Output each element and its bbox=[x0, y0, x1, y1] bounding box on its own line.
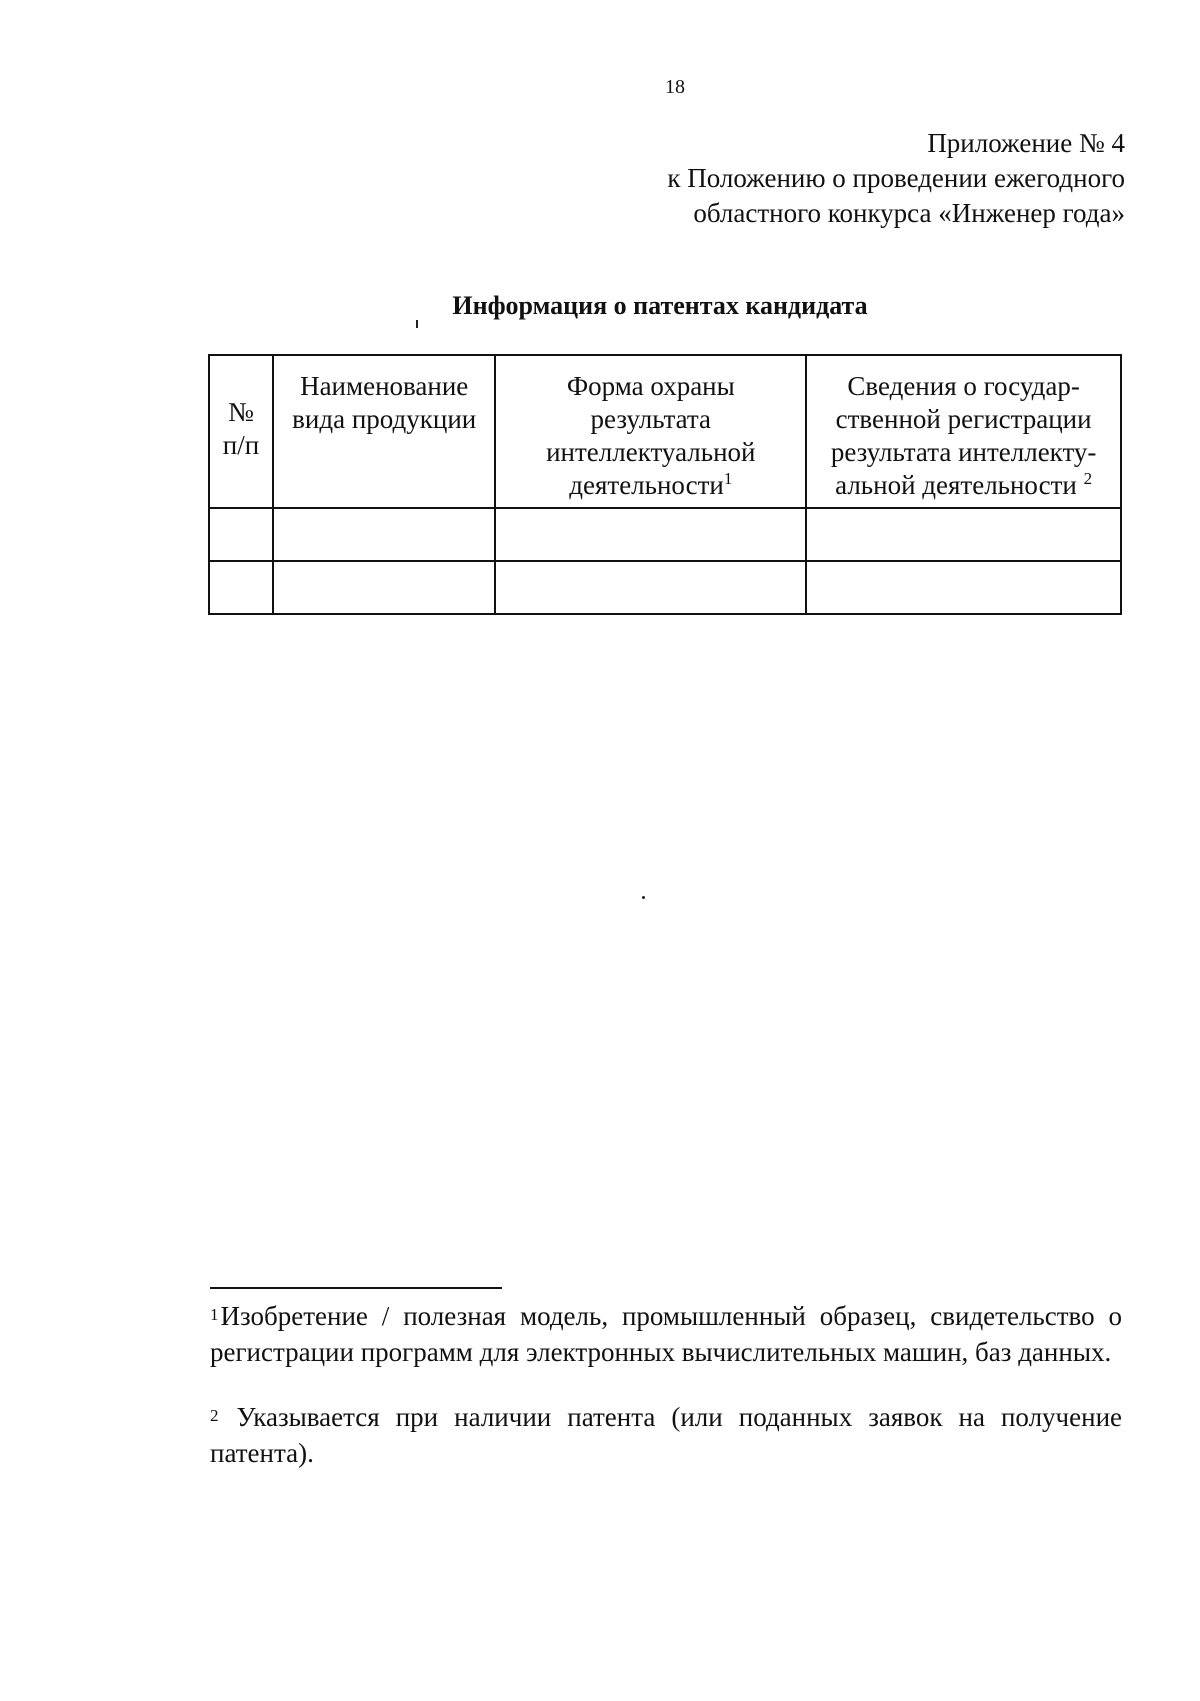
table-header-row bbox=[209, 355, 1121, 508]
annex-line-3: областного конкурса «Инженер года» bbox=[693, 198, 1125, 228]
footnote-1 bbox=[210, 1297, 1122, 1370]
annex-line-2: к Положению о проведении ежегодного bbox=[667, 163, 1125, 193]
table-row bbox=[209, 508, 1121, 561]
footnote-text-2: Указывается при наличии патента (или поданных заявок на получение патента). bbox=[210, 1402, 1122, 1468]
page-number: 18 bbox=[665, 76, 685, 98]
table-cell bbox=[209, 508, 273, 561]
scan-dot bbox=[642, 896, 645, 899]
header-product-name: Наименование вида продукции bbox=[273, 355, 495, 508]
annex-line-1: Приложение № 4 bbox=[927, 128, 1125, 158]
table-cell bbox=[495, 561, 806, 614]
footnote-mark-1: 1 bbox=[210, 1305, 219, 1324]
footnote-mark-2: 2 bbox=[210, 1406, 219, 1425]
footnote-ref-1: 1 bbox=[723, 469, 733, 488]
footnote-2 bbox=[210, 1398, 1122, 1471]
table-cell bbox=[806, 508, 1121, 561]
scan-mark bbox=[416, 320, 418, 328]
header-protection-form: Форма охраны результата интеллектуальной деятельности$^1$ bbox=[495, 355, 806, 508]
table-cell bbox=[273, 508, 495, 561]
header-registration-info: Сведения о государ- ственной регистрации результата интеллекту- альной деятельности $^2$ bbox=[806, 355, 1121, 508]
footnote-separator bbox=[210, 1287, 502, 1289]
annex-heading bbox=[425, 126, 1125, 231]
table-cell bbox=[209, 561, 273, 614]
patents-table bbox=[208, 354, 1122, 615]
footnote-ref-2: 2 bbox=[1083, 469, 1093, 488]
footnote-text-1: Изобретение / полезная модель, промышленный образец, свидетельство о регистрации программ для электронных вычислительных машин, баз данных. bbox=[210, 1301, 1122, 1367]
table-row bbox=[209, 561, 1121, 614]
header-number: № п/п bbox=[209, 355, 273, 508]
table-cell bbox=[495, 508, 806, 561]
document-title: Информация о патентах кандидата bbox=[452, 291, 868, 320]
table-cell bbox=[806, 561, 1121, 614]
table-cell bbox=[273, 561, 495, 614]
